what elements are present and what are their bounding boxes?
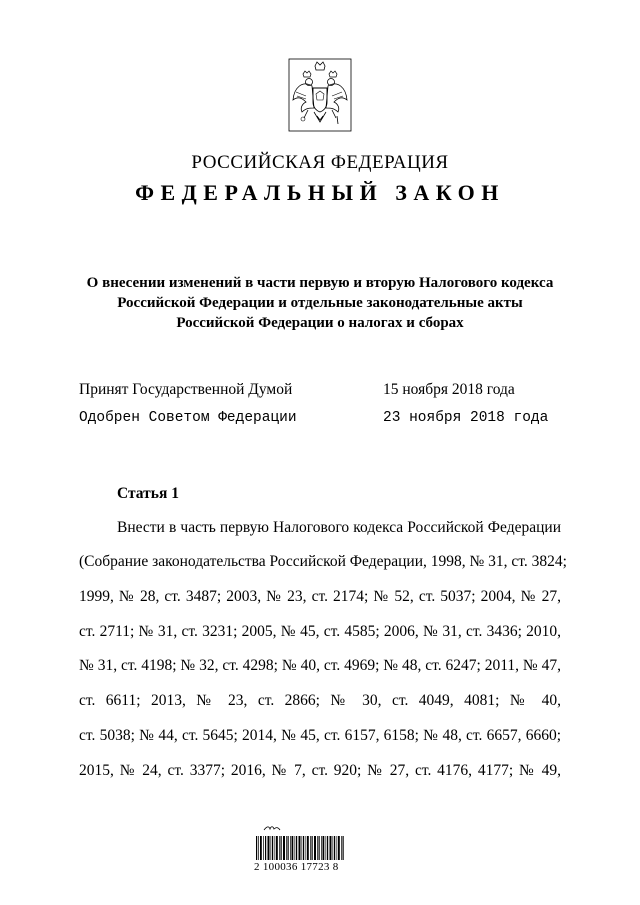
barcode-number: 2 100036 17723 8 xyxy=(254,861,339,873)
article-text-line: (Собрание законодательства Российской Федерации, 1998, № 31, ст. 3824; xyxy=(79,553,567,570)
article-heading: Статья 1 xyxy=(117,485,179,502)
law-title-line: Российской Федерации и отдельные законодательные акты xyxy=(117,295,523,311)
council-approval-date: 23 ноября 2018 года xyxy=(383,410,549,426)
article-text-line: 1999, № 28, ст. 3487; 2003, № 23, ст. 2174; № 52, ст. 5037; 2004, № 27, xyxy=(79,588,561,605)
coat-of-arms-icon xyxy=(288,58,352,132)
law-title-line: Российской Федерации о налогах и сборах xyxy=(176,315,464,331)
article-text-line: ст. 5038; № 44, ст. 5645; 2014, № 45, ст. 6157, 6158; № 48, ст. 6657, 6660; xyxy=(79,727,561,744)
law-title xyxy=(60,273,580,333)
law-title-line: О внесении изменений в части первую и вторую Налогового кодекса xyxy=(86,275,554,291)
article-text-line: ст. 2711; № 31, ст. 3231; 2005, № 45, ст. 4585; 2006, № 31, ст. 3436; 2010, xyxy=(79,623,561,640)
duma-adoption-date: 15 ноября 2018 года xyxy=(383,381,515,398)
article-text-line: № 31, ст. 4198; № 32, ст. 4298; № 40, ст. 4969; № 48, ст. 6247; 2011, № 47, xyxy=(79,657,561,674)
handwritten-mark-icon xyxy=(256,823,346,833)
article-text-line: ст. 6611; 2013, № 23, ст. 2866; № 30, ст. 4049, 4081; № 40, xyxy=(79,692,561,709)
document-type-heading: ФЕДЕРАЛЬНЫЙ ЗАКОН xyxy=(135,180,505,205)
article-text-line: 2015, № 24, ст. 3377; 2016, № 7, ст. 920; № 27, ст. 4176, 4177; № 49, xyxy=(79,762,561,779)
article-text-line: Внести в часть первую Налогового кодекса Российской Федерации xyxy=(117,519,561,536)
council-approval-label: Одобрен Советом Федерации xyxy=(79,410,297,426)
country-name: РОССИЙСКАЯ ФЕДЕРАЦИЯ xyxy=(191,152,449,173)
duma-adoption-label: Принят Государственной Думой xyxy=(79,381,293,398)
